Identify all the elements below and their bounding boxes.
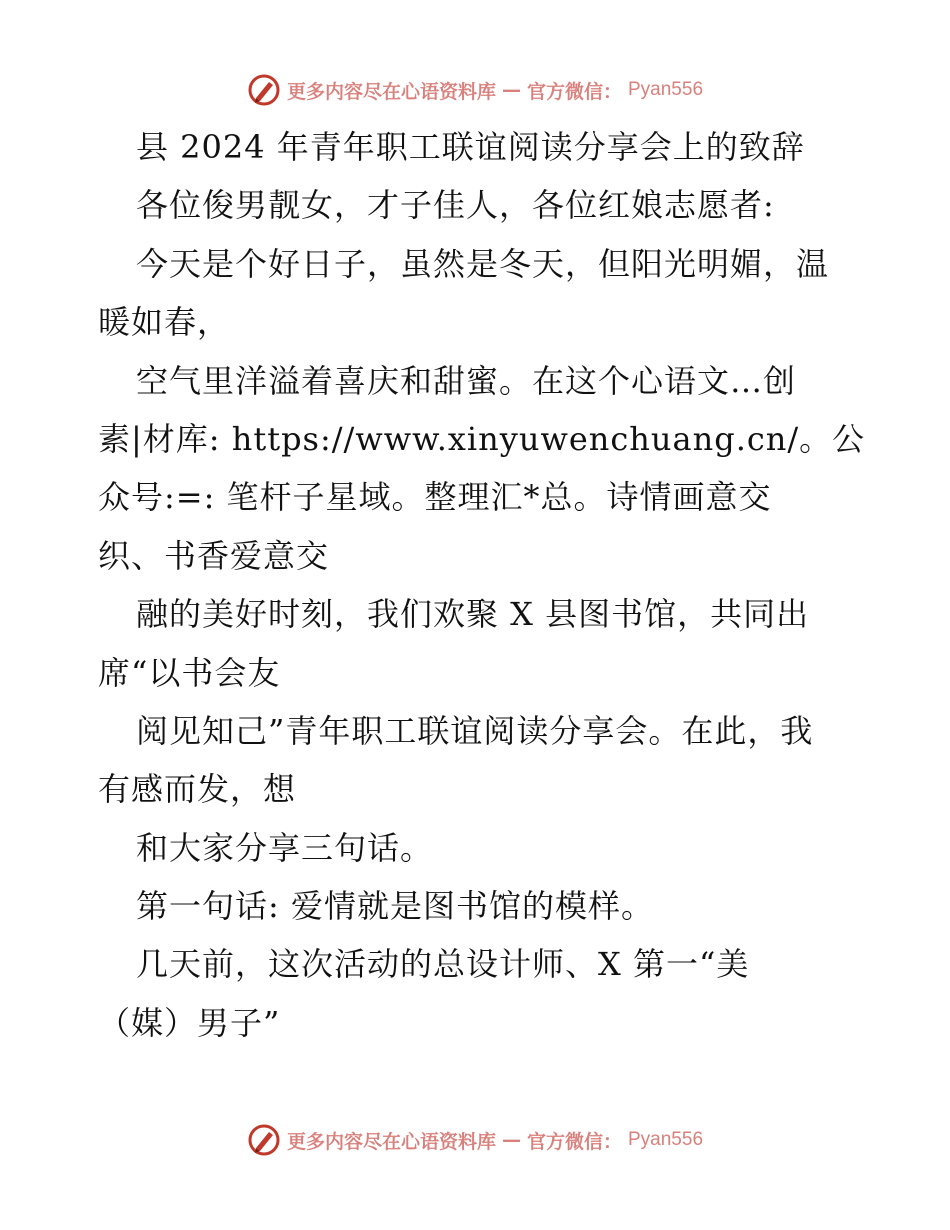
greeting-line: 各位俊男靓女，才子佳人，各位红娘志愿者:	[136, 186, 775, 225]
paragraph-line: 阅见知己”青年职工联谊阅读分享会。在此，我	[136, 711, 814, 750]
banner-official-label: 官方微信：	[526, 80, 622, 103]
section-heading: 第一句话: 爱情就是图书馆的模样。	[136, 887, 654, 926]
logo-icon	[247, 73, 281, 107]
banner-brand-text: 更多内容尽在心语资料库	[286, 1130, 496, 1153]
top-watermark-banner	[0, 70, 950, 110]
paragraph-line: 空气里洋溢着喜庆和甜蜜。在这个心语文…创	[136, 361, 797, 400]
banner-separator: —	[501, 79, 521, 101]
paragraph-line: 众号:=: 笔杆子星域。整理汇*总。诗情画意交	[98, 478, 772, 517]
paragraph-line: 今天是个好日子，虽然是冬天，但阳光明媚，温	[136, 244, 830, 283]
banner-brand-text: 更多内容尽在心语资料库	[286, 80, 496, 103]
bottom-watermark-banner	[0, 1120, 950, 1160]
paragraph-line: 和大家分享三句话。	[136, 828, 434, 867]
paragraph-line: 有感而发，想	[98, 770, 297, 809]
document-body	[98, 118, 866, 1052]
banner-account-id: Pyan556	[628, 1129, 704, 1150]
banner-account-id: Pyan556	[628, 79, 704, 100]
paragraph-line: 席“以书会友	[98, 653, 281, 692]
paragraph-line: 暖如春，	[98, 303, 231, 342]
paragraph-line: 织、书香爱意交	[98, 536, 330, 575]
paragraph-line: 几天前，这次活动的总设计师、X 第一“美	[136, 945, 750, 984]
paragraph-line: 素|材库: https://www.xinyuwenchuang.cn/。公	[98, 419, 866, 458]
logo-icon	[247, 1123, 281, 1157]
paragraph-line: （媒）男子”	[98, 1003, 281, 1042]
banner-separator: —	[501, 1129, 521, 1151]
banner-official-label: 官方微信：	[526, 1130, 622, 1153]
paragraph-line: 融的美好时刻，我们欢聚 X 县图书馆，共同出	[136, 595, 810, 634]
document-title: 县 2024 年青年职工联谊阅读分享会上的致辞	[136, 128, 805, 166]
